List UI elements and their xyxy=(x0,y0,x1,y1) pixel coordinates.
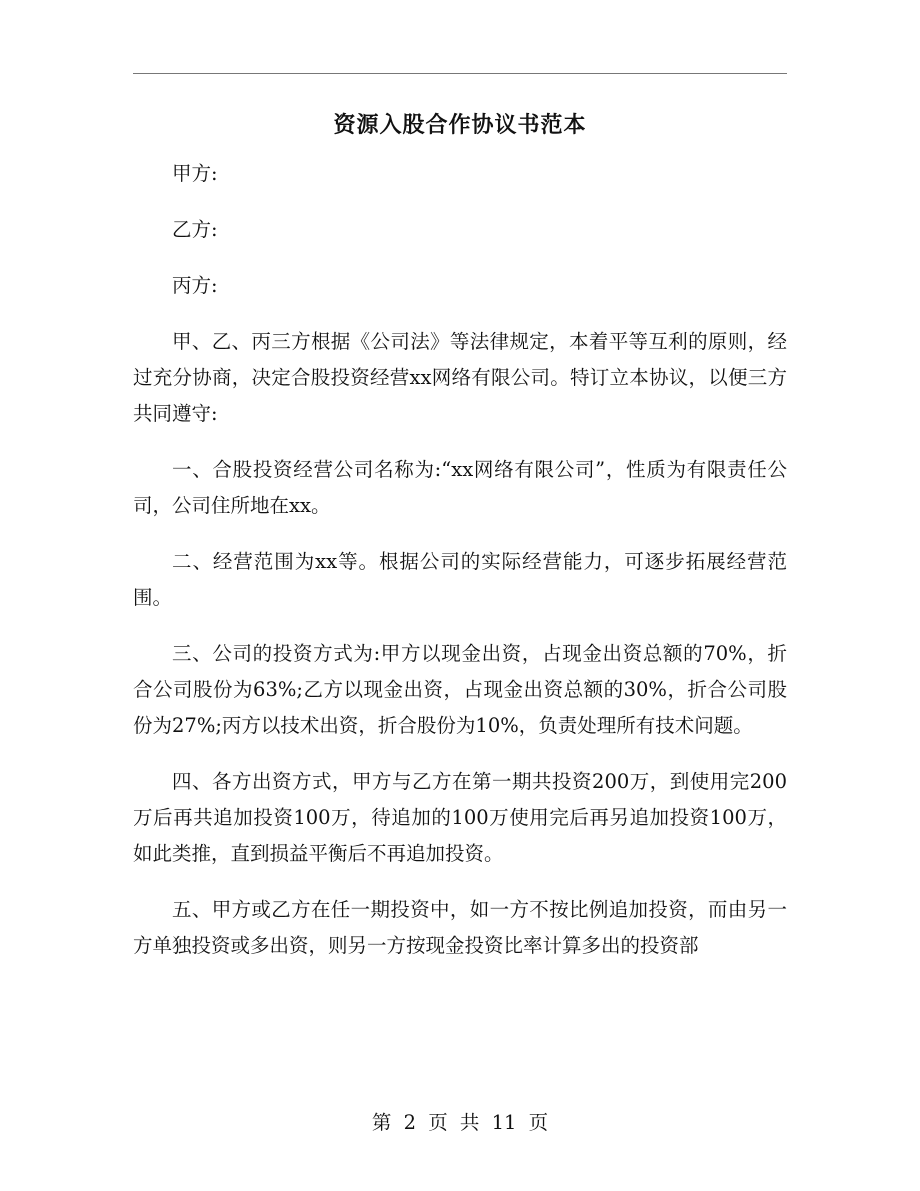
party-c-line: 丙方: xyxy=(172,274,218,297)
clause-2-paragraph: 二、经营范围为xx等。根据公司的实际经营能力，可逐步拓展经营范围。 xyxy=(133,550,787,609)
clause-3-paragraph: 三、公司的投资方式为:甲方以现金出资，占现金出资总额的70%，折合公司股份为63%;乙方以现金出资，占现金出资总额的30%，折合公司股份为27%;丙方以技术出资，折合股份为10%，负责处理所有技术问题。 xyxy=(133,642,787,737)
clause-4-paragraph: 四、各方出资方式，甲方与乙方在第一期共投资200万，到使用完200万后再共追加投资100万，待追加的100万使用完后再另追加投资100万，如此类推，直到损益平衡后不再追加投资。 xyxy=(133,770,787,865)
party-b-line: 乙方: xyxy=(172,218,218,241)
party-a-line: 甲方: xyxy=(172,162,218,185)
preamble-paragraph: 甲、乙、丙三方根据《公司法》等法律规定，本着平等互利的原则，经过充分协商，决定合股投资经营xx网络有限公司。特订立本协议，以便三方共同遵守: xyxy=(133,330,787,425)
clause-5-paragraph: 五、甲方或乙方在任一期投资中，如一方不按比例追加投资，而由另一方单独投资或多出资，则另一方按现金投资比率计算多出的投资部 xyxy=(133,898,787,957)
header-rule xyxy=(133,73,787,74)
clause-1-paragraph: 一、合股投资经营公司名称为:“xx网络有限公司”，性质为有限责任公司，公司住所地在xx。 xyxy=(133,458,787,517)
page-number-footer: 第 2 页 共 11 页 xyxy=(371,1111,549,1134)
document-body xyxy=(133,156,787,984)
document-title: 资源入股合作协议书范本 xyxy=(333,112,587,138)
